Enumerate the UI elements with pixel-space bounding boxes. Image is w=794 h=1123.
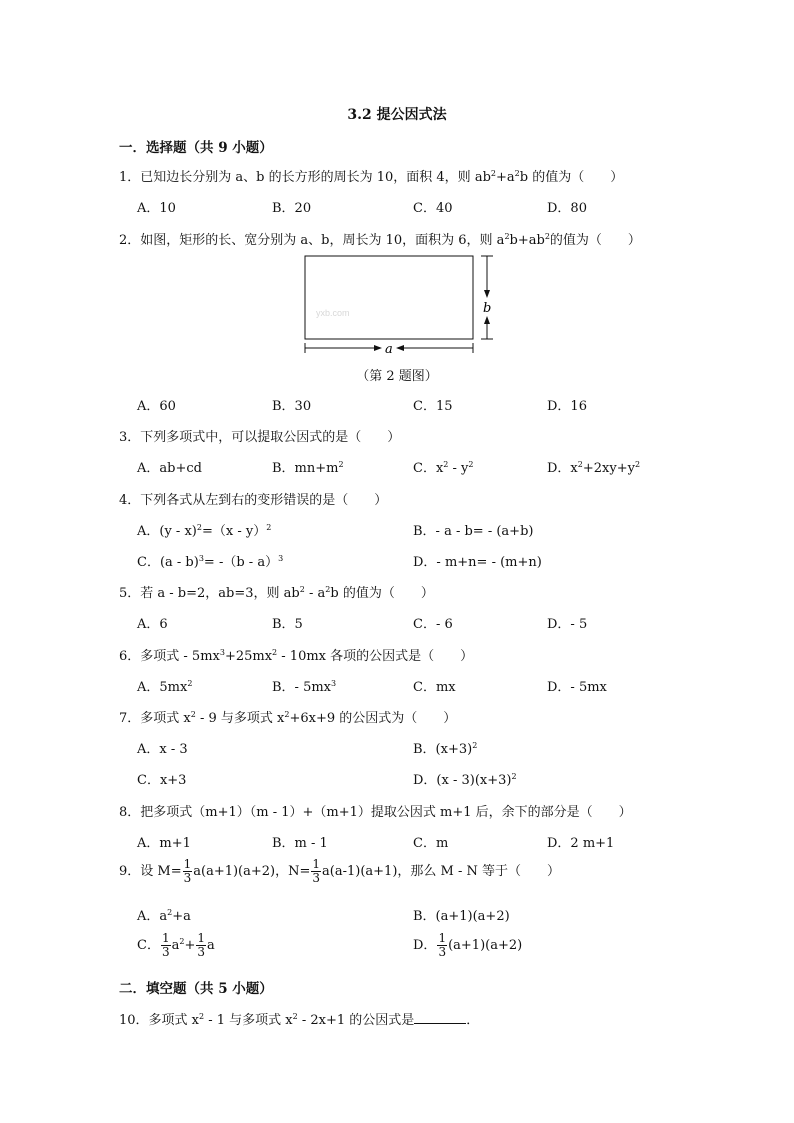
question-4-option-b: B．- a - b= - (a+b) [413, 524, 534, 539]
fraction-one-third: $\frac{1}{3}$ [161, 931, 170, 959]
question-2-option-a: A．60 [137, 399, 176, 414]
question-1-option-c: C．40 [413, 201, 453, 216]
question-2-option-b: B．30 [272, 399, 312, 414]
question-7-option-b: B．$(x+3)^2$ [413, 741, 478, 757]
question-4-option-c: C．(a - b)$^3$= -（b - a）$^3$ [137, 554, 284, 570]
question-6-option-a: A．$5mx^2$ [137, 679, 193, 695]
answer-blank[interactable] [414, 1011, 466, 1024]
question-9-stem: 9．设 M= $\frac{1}{3}$ a(a+1)(a+2)，N= $\frac{1}{3}$ a(a-1)(a+1)，那么 M - N 等于（ ） [119, 857, 561, 885]
arrow-left-icon [396, 345, 404, 351]
question-3-option-c: C．$x^2 - y^2$ [413, 460, 474, 476]
fraction-one-third: $\frac{1}{3}$ [183, 857, 192, 885]
question-5-option-d: D．- 5 [547, 617, 588, 632]
question-7-stem: 7．多项式 $x^2 - 9$ 与多项式 $x^2+6x+9$ 的公因式为（ ） [119, 710, 457, 726]
question-8-option-a: A．m+1 [137, 836, 191, 851]
question-7-option-d: D．$(x - 3)(x+3)^2$ [413, 772, 517, 788]
rectangle-figure [298, 250, 498, 358]
question-1-option-b: B．20 [272, 201, 312, 216]
question-3-option-b: B．$mn+m^2$ [272, 460, 344, 476]
question-4-option-a: A．(y - x)$^2$=（x - y）$^2$ [137, 523, 272, 539]
question-6-option-d: D．- 5mx [547, 680, 607, 695]
question-3-option-a: A．ab+cd [137, 461, 202, 476]
section-heading-choice: 一．选择题（共 9 小题） [119, 140, 273, 156]
question-3-option-d: D．$x^2+2xy+y^2$ [547, 460, 641, 476]
figure-label-a: a [385, 342, 393, 357]
arrow-right-icon [374, 345, 382, 351]
fraction-one-third: $\frac{1}{3}$ [312, 857, 321, 885]
question-1-option-a: A．10 [137, 201, 176, 216]
question-10-stem: 10．多项式 $x^2 - 1$ 与多项式 $x^2 - 2x+1$ 的公因式是 ． [119, 1012, 480, 1028]
fraction-one-third: $\frac{1}{3}$ [197, 931, 205, 959]
page-title: 3.2 提公因式法 [347, 107, 447, 123]
question-2-stem: 2．如图，矩形的长、宽分别为 a、b，周长为 10，面积为 6，则 $a^2b+ab^2$的值为（ ） [119, 232, 641, 248]
question-6-option-c: C．mx [413, 680, 456, 695]
figure-caption: （第 2 题图） [356, 369, 438, 384]
question-8-option-b: B．m - 1 [272, 836, 328, 851]
section-heading-fill: 二．填空题（共 5 小题） [119, 981, 273, 997]
question-9-option-b: B．(a+1)(a+2) [413, 909, 510, 924]
question-4-option-d: D．- m+n= - (m+n) [413, 555, 542, 570]
question-1-stem: 1．已知边长分别为 a、b 的长方形的周长为 10，面积 4，则 $ab^2+a^2b$ 的值为（ ） [119, 169, 624, 185]
question-3-stem: 3．下列多项式中，可以提取公因式的是（ ） [119, 430, 401, 445]
question-6-stem: 6．多项式 - $5mx^3+25mx^2 - 10mx$ 各项的公因式是（ ） [119, 648, 474, 664]
question-9-option-a: A．$a^2+a$ [137, 908, 191, 924]
watermark-text: yxb.com [316, 308, 350, 318]
question-5-option-c: C．- 6 [413, 617, 453, 632]
question-2-option-d: D．16 [547, 399, 587, 414]
question-6-option-b: B．- $5mx^3$ [272, 679, 337, 695]
question-5-option-b: B．5 [272, 617, 303, 632]
question-5-stem: 5．若 a - b=2，ab=3，则 $ab^2 - a^2b$ 的值为（ ） [119, 585, 434, 601]
figure-label-b: b [483, 301, 492, 316]
arrow-up-icon [484, 316, 490, 324]
question-8-option-d: D．2 m+1 [547, 836, 615, 851]
question-9-option-d: D． $\frac{1}{3}$ (a+1)(a+2) [413, 931, 523, 959]
question-5-option-a: A．6 [137, 617, 168, 632]
question-2-option-c: C．15 [413, 399, 453, 414]
question-8-stem: 8．把多项式（m+1）（m - 1）+（m+1）提取公因式 m+1 后，余下的部分是（ ） [119, 805, 632, 820]
question-9-option-c: C． $\frac{1}{3}$ $a^2+$ $\frac{1}{3}$ a [137, 931, 215, 959]
question-7-option-a: A．x - 3 [137, 742, 188, 757]
question-7-option-c: C．x+3 [137, 773, 187, 788]
arrow-down-icon [484, 290, 490, 298]
question-8-option-c: C．m [413, 836, 449, 851]
question-4-stem: 4．下列各式从左到右的变形错误的是（ ） [119, 493, 388, 508]
question-1-option-d: D．80 [547, 201, 587, 216]
fraction-one-third: $\frac{1}{3}$ [438, 931, 447, 959]
rectangle-shape [305, 256, 473, 339]
